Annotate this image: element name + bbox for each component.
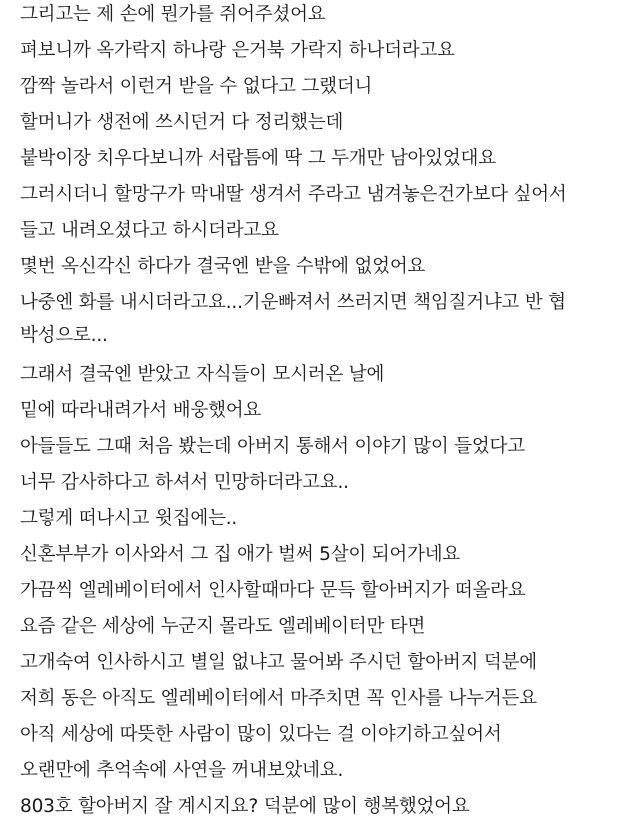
text-line: 803호 할아버지 잘 계시지요? 덕분에 많이 행복했었어요: [20, 796, 470, 817]
text-line: 너무 감사하다고 하셔서 민망하더라고요..: [20, 472, 349, 493]
text-line: 박성으로...: [20, 325, 108, 346]
text-line: 고개숙여 인사하시고 별일 없냐고 물어봐 주시던 할아버지 덕분에: [20, 652, 537, 673]
text-line: 그렇게 떠나시고 윗집에는..: [20, 508, 238, 529]
text-line: 요즘 같은 세상에 누군지 몰라도 엘레베이터만 타면: [20, 616, 426, 637]
text-line: 나중엔 화를 내시더라고요...기운빠져서 쓰러지면 책임질거냐고 반 협: [20, 292, 566, 313]
text-line: 몇번 옥신각신 하다가 결국엔 받을 수밖에 없었어요: [20, 256, 426, 277]
text-line: 할머니가 생전에 쓰시던거 다 정리했는데: [20, 112, 344, 133]
text-line: 아직 세상에 따뜻한 사람이 많이 있다는 걸 이야기하고싶어서: [20, 724, 502, 745]
text-line: 깜짝 놀라서 이런거 받을 수 없다고 그랬더니: [20, 76, 373, 97]
text-line: 저희 동은 아직도 엘레베이터에서 마주치면 꼭 인사를 나누거든요: [20, 688, 537, 709]
text-line: 그래서 결국엔 받았고 자식들이 모시러온 날에: [20, 364, 385, 385]
text-line: 가끔씩 엘레베이터에서 인사할때마다 문득 할아버지가 떠올라요: [20, 580, 526, 601]
text-line: 오랜만에 추억속에 사연을 꺼내보았네요.: [20, 760, 344, 781]
text-line: 신혼부부가 이사와서 그 집 애가 벌써 5살이 되어가네요: [20, 544, 461, 565]
text-line: 아들들도 그때 처음 봤는데 아버지 통해서 이야기 많이 들었다고: [20, 436, 525, 457]
text-line: 붙박이장 치우다보니까 서랍틈에 딱 그 두개만 남아있었대요: [20, 148, 496, 169]
text-line: 그리고는 제 손에 뭔가를 쥐어주셨어요: [20, 4, 326, 25]
text-line: 펴보니까 옥가락지 하나랑 은거북 가락지 하나더라고요: [20, 40, 455, 61]
text-line: 들고 내려오셨다고 하시더라고요: [20, 220, 279, 241]
text-line: 밑에 따라내려가서 배웅했어요: [20, 400, 262, 421]
text-line: 그러시더니 할망구가 막내딸 생겨서 주라고 냄겨놓은건가보다 싶어서: [20, 184, 567, 205]
